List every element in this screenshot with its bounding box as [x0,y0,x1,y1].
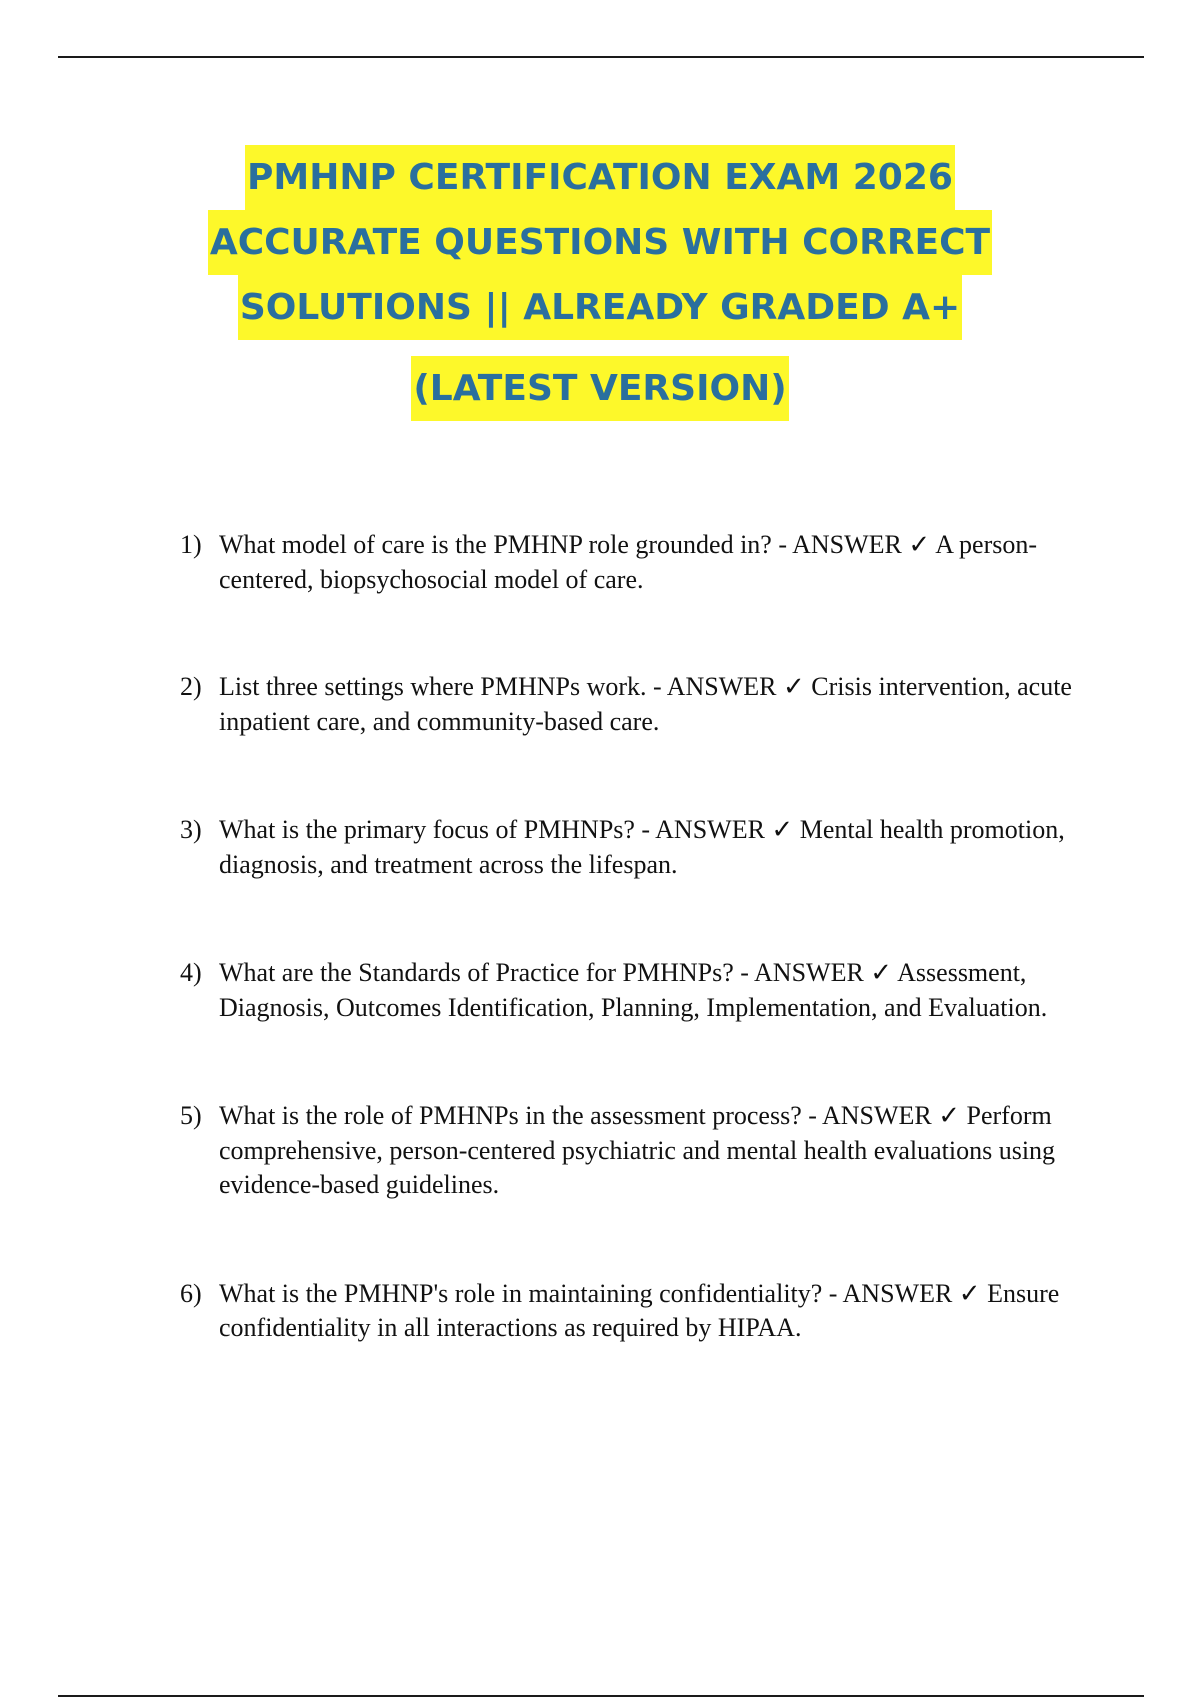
question-number: 3) [180,815,202,844]
list-item [180,528,1092,597]
list-item [180,670,1092,739]
list-item [180,1277,1092,1346]
list-item [180,956,1092,1025]
title-line-2: ACCURATE QUESTIONS WITH CORRECT [208,210,992,275]
question-text: What model of care is the PMHNP role grounded in? - ANSWER ✓ A person-centered, biopsychosocial model of care. [219,530,1038,594]
question-number: 4) [180,958,202,987]
question-text: What is the role of PMHNPs in the assessment process? - ANSWER ✓ Perform comprehensive, person-centered psychiatric and mental health evaluations using evidence-based guidelines. [219,1101,1056,1199]
question-text: What is the PMHNP's role in maintaining confidentiality? - ANSWER ✓ Ensure confidentiality in all interactions as required by HIPAA. [219,1278,1060,1342]
question-text: List three settings where PMHNPs work. - ANSWER ✓ Crisis intervention, acute inpatient care, and community-based care. [219,672,1072,736]
question-number: 2) [180,672,202,701]
question-list [180,528,1092,1346]
document-title [100,145,1100,421]
list-item [180,813,1092,882]
top-rule [58,56,1144,58]
question-text: What is the primary focus of PMHNPs? - ANSWER ✓ Mental health promotion, diagnosis, and treatment across the lifespan. [219,815,1065,879]
list-item [180,1099,1092,1203]
question-number: 5) [180,1101,202,1130]
title-line-3: SOLUTIONS || ALREADY GRADED A+ [238,275,962,340]
question-number: 6) [180,1278,202,1308]
question-number: 1) [180,530,202,559]
question-text: What are the Standards of Practice for PMHNPs? - ANSWER ✓ Assessment, Diagnosis, Outcomes Identification, Planning, Implementation, and Evaluation. [219,958,1048,1022]
bottom-rule [58,1695,1144,1697]
title-line-4: (LATEST VERSION) [411,356,788,421]
title-line-1: PMHNP CERTIFICATION EXAM 2026 [245,145,955,210]
